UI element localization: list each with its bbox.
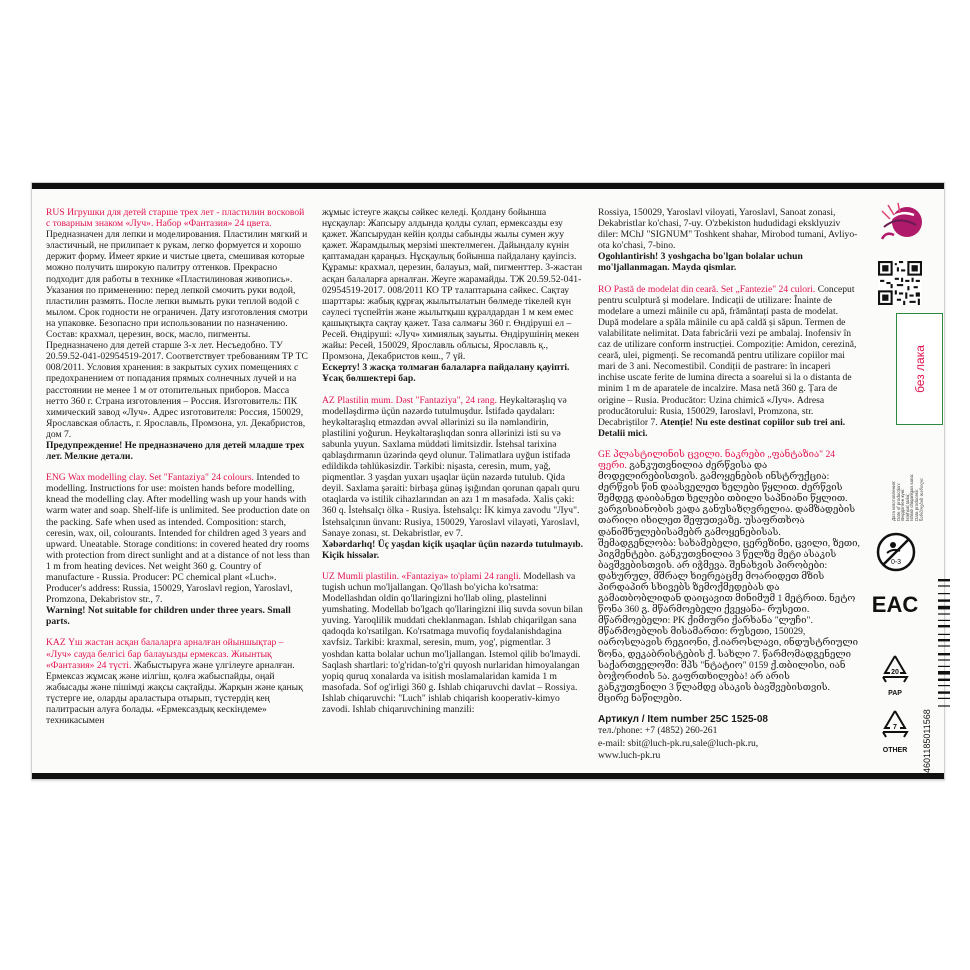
- section-kaz: [46, 637, 310, 726]
- top-black-band: [32, 183, 944, 189]
- eng-heading: ENG Wax modelling clay. Set "Fantaziya" 24 colours.: [46, 472, 254, 484]
- uz-body-cont: Rossiya, 150029, Yaroslavl viloyati, Yaroslavl, Sanoat zonasi, Dekabristlar ko'chasi, 7-uy. O'zbekiston hududidagi eksklyuziv diler: MChJ "SIGNUM" Toshkent shahar, Mirobod tumani, Avliyo-ota ko'chasi, 7-bino.: [598, 207, 858, 252]
- section-uz-cont: [598, 207, 860, 274]
- section-ro: [598, 284, 860, 439]
- bottom-black-band: [32, 773, 944, 779]
- text-column-2: [322, 207, 584, 725]
- svg-text:EAC: EAC: [871, 592, 919, 617]
- article-number: Артикул / Item number 25С 1525-08: [598, 714, 768, 726]
- az-warning: Xəbərdarlıq! Üç yaşdan kiçik uşaqlar üçün nəzərdə tutulmayıb. Kiçik hissələr.: [322, 538, 584, 561]
- website-line: www.luch-pk.ru: [598, 750, 661, 762]
- text-column-1: [46, 207, 310, 736]
- ro-warning: Atenție! Nu este destinat copiilor sub trei ani. Detalii mici.: [598, 416, 846, 439]
- package-back-panel: [31, 182, 945, 780]
- ge-heading: GE პლასტილინის ცვილი. ნაკრები „ფანტაზია" 24 ფერი.: [598, 448, 836, 471]
- kaz-warning: Ескерту! 3 жасқа толмаған балаларға пайдалану қауіпті. Ұсақ бөлшектері бар.: [322, 362, 570, 385]
- eng-body: Intended to modelling. Instructions for use: moisten hands before modelling, knead the modelling clay. After modelling wash up your hands with warm water and soap. Shelf-life is unlimited. See production date on the packing. Safe when used as intended. Composition: starch, ceresin, wax, oil, colourants. Intended for children aged 3 years and upward. Uneatable. Storage conditions: in covered heated dry rooms with protection from direct sunlight and at a distance of not less than 1 m from heating devices. Net weight 360 g. Country of manufacture - Russia. Producer: PC chemical plant «Luch». Producer's address: Russia, 150029, Yaroslavl region, Yaroslavl, Promzona, Dekabristov str., 7.: [46, 472, 310, 606]
- recycle-other-icon: [877, 708, 913, 758]
- section-eng: [46, 472, 310, 627]
- section-uz: [322, 571, 584, 715]
- contact-block: [598, 725, 860, 763]
- az-body: Heykəltəraşlıq və modelləşdirmə üçün nəzərdə tutulmuşdur. İstifadə qaydaları: heykəltəraşlıq etməzdən əvvəl əllərinizi su ilə nəmləndirin, plastilini yoğurun. Heykəltəraşlıqdan sonra əllərinizi isti su və sabunla yuyun. Saxlama müddəti limitsizdir. İstehsal tarixinə qablaşdırmanın üzərində qeyd olunur. Təlimatlara uyğun istifadə edildikdə təhlükəsizdir. Tərkibi: nişasta, ceresin, mum, yağ, piqmentlər. 3 yaşdan yuxarı uşaqlar üçün nəzərdə tutulub. Qida deyil. Saxlama şəraiti: birbaşa günəş işığından qorunan qapalı quru otaqlarda və istilik cihazlarından ən azı 1 m məsafədə. Xalis çəki: 360 q. İstehsalçı ölkə - Rusiya. İstehsalçı: İK kimya zavodu "Луч". İstehsalçının ünvanı: Rusiya, 150029, Yaroslavl vilayəti, Yaroslavl, Sənaye zonası, st. Dekabristlər, ev 7.: [322, 394, 580, 539]
- uz-heading: UZ Mumli plastilin. «Fantaziya» to'plami 24 rangli.: [322, 570, 521, 582]
- uz-warning: Ogohlantirish! 3 yoshgacha bo'lgan bolalar uchun mo'ljallanmagan. Mayda qismlar.: [598, 251, 803, 274]
- svg-text:7: 7: [893, 724, 897, 731]
- az-heading: AZ Plastilin mum. Dəst "Fantaziya", 24 rəng.: [322, 394, 497, 406]
- uz-body: Modellash va tugish uchun mo'ljallangan. Qo'llash bo'yicha ko'rsatma: Modellashdan oldin qo'llaringizni ho'llab oling, plastelinni yumshating. Modellab bo'lgach qo'llaringizni iliq suvda sovun bilan yuving. Yaroqlilik muddati cheklanmagan. Ishlab chiqarilgan sana qadoqda ko'rsatilgan. Ko'rsatmaga muvofiq foydalanishdagina xavfsiz. Tarkibi: kraxmal, seresin, mum, yog', pigmentlar. 3 yoshdan katta bolalar uchun mo'ljallangan. Istemol qilib bo'lmaydi. Saqlash shartlari: to'g'ridan-to'g'ri quyosh nurlaridan himoyalangan yopiq quruq xonalarda va isitish moslamalaridan kamida 1 m masofada. Sof og'irligi 360 g. Ishlab chiqaruvchi davlat – Rossiya. Ishlab chiqaruvchi: "Luch" ishlab chiqarish kooperativ-kimyo zavodi. Ishlab chiqaruvchining manzili:: [322, 570, 583, 716]
- no-lacquer-badge: без лака: [896, 313, 943, 425]
- rus-body: Предназначен для лепки и моделирования. Пластилин мягкий и эластичный, не прилипает к рукам, легко формуется и хорошо держит форму. Имеет яркие и чистые цвета, смешивая которые можно получить широкую палитру оттенков. Прекрасно подходит для работы в технике «Пластилиновая живопись». Указания по применению: перед лепкой смочить руки водой, пластилин размять. После лепки вымыть руки теплой водой с мылом. Срок годности не ограничен. Дату изготовления смотри на упаковке. Безопасно при использовании по назначению. Состав: крахмал, церезин, воск, масло, пигменты. Предназначено для детей старше 3-х лет. Несъедобно. ТУ 20.59.52-041-02954519-2017. Соответствует требованиям ТР ТС 008/2011. Условия хранения: в закрытых сухих помещениях с предохранением от попадания прямых солнечных лучей и на расстоянии не менее 1 м от отопительных приборов. Масса нетто 360 г. Страна изготовления – Россия. Изготовитель: ПК химический завод «Луч». Адрес изготовителя: Россия, 150029, Ярославская область, г. Ярославль, Промзона, ул. Декабристов, дом 7.: [46, 229, 308, 440]
- svg-text:4601185011568: 4601185011568: [922, 709, 932, 773]
- section-az: [322, 395, 584, 561]
- production-date-labels: Дата изготовления: Date of production: Өндірілген күні: İstehsal tarixi: Ishlab chiqarilgan sana: Data producerii: წარმოების თარიღი:: [891, 473, 924, 521]
- kaz-body: Жабыстыруға және үлгілеуге арналған. Ермексаз жұмсақ және иілгіш, қолға жабыспайды, оңай жабысады және пішімді жақсы сақтайды. Жарқын және қанық түстерге ие, оларды араластыра отырып, түстердің кең палитрасын алуға болады. «Ермексаздық кескіндеме» техникасымен: [46, 659, 303, 727]
- phone-line: тел./phone: +7 (4852) 260-261: [598, 725, 718, 737]
- kaz-body-cont: жұмыс істеуге жақсы сәйкес келеді. Қолдану бойынша нұсқаулар: Жапсыру алдында қолды сулап, ермексазды езу қажет. Жапсырудан кейін қолды сабынды жылы сумен жуу қажет. Жарамдылық мерзімі шектелмеген. Дайындалу күнін қаптамадан қараңыз. Нұсқаулық бойынша пайдалану қауіпсіз. Құрамы: крахмал, церезин, балауыз, май, пигменттер. 3-жастан асқан балаларға арналған. Жеуге жарамайды. ТЖ 20.59.52-041-02954519-2017. 008/2011 КО ТР талаптарына сәйкес. Сақтау шарттары: жабық құрғақ жылытылатын бөлмеде тікелей күн сәулесі түспейтін және жылытқыш құралдардан 1 м кем емес қашықтықта сақтау қажет. Таза салмағы 360 г. Өндіруші ел – Ресей. Өндіруші: «Луч» химиялық зауыты. Өндірушінің мекен жайы: Ресей, 150029, Ярославль облысы, Ярославль қ., Промзона, Декабристов көш., 7 үй.: [322, 207, 583, 363]
- recycle-pap-icon: [877, 653, 913, 699]
- rus-warning: Предупреждение! Не предназначено для детей младше трех лет. Мелкие детали.: [46, 439, 305, 463]
- section-kaz-cont: [322, 207, 584, 385]
- email-line: e-mail: sbit@luch-pk.ru,sale@luch-pk.ru,: [598, 737, 759, 749]
- luch-logo-icon: [876, 201, 926, 245]
- text-column-3: [598, 207, 860, 763]
- section-rus: [46, 207, 310, 462]
- svg-text:OTHER: OTHER: [882, 747, 908, 754]
- ro-heading: RO Pastă de modelat din ceară. Set „Fantezie" 24 culori.: [598, 283, 816, 295]
- svg-text:PAP: PAP: [888, 690, 902, 697]
- ro-body: Conceput pentru sculptură și modelare. Indicații de utilizare: Înainte de modelare a umezi mâinile cu apă, frământați pasta de modelat. După modelare a spăla mâinile cu apă caldă și săpun. Termen de valabilitate nelimitat. Data fabricării vezi pe ambalaj. Inofensiv în caz de utilizare conform instrucției. Compoziție: Amidon, cerezină, ceară, ulei, pigmenți. Se recomandă pentru utilizare copiilor mai mari de 3 ani. Necomestibil. Condiții de pastrare: în incaperi inchise uscate ferite de lumina directa a soarelui si la o distanta de minim 1 m de aparatele de incalzire. Masa netă 360 g. Țara de origine – Rusia. Producător: Uzina chimică «Луч». Adresa producătorului: Rusia, 150029, Iaroslavl, Promzona, str. Decabriștilor 7.: [598, 283, 857, 428]
- ge-body: განკუთვნილია ძერწვისა და მოდელირებისთვის. გამოყენების ინსტრუქცია: ძერწვის წინ დაასველეთ ხელები წყლით. ძერწვის შემდეგ დაიბანეთ ხელები თბილი საპნიანი წყლით. ვარგისიანობის ვადა განუსაზღვრელია. დამზადების თარიღი იხილეთ შეფუთვაზე. უსაფრთხოა დანიშნულებისამებრ გამოყენებისას. შემადგენლობა: სახამებელი, ცერეზინი, ცვილი, ზეთი, პიგმენტები. განკუთვნილია 3 წელზე მეტი ასაკის ბავშვებისთვის. არ იჭმევა. შენახვის პირობები: დახურულ, მშრალ ხიერეაცმე მოარიდეთ მზის პირდაპირ სხივებს ზემოქმედებას და გამათბობლიდან დაიცავით მინიმუმ 1 მეტრით. ნეტო წონა 360 გ. მწარმოებელი ქვეყანა- რუსეთი. მწარმოებელი: PK ქიმიური ქარხანა "ლუჩი". მწარმოებლის მისამართი: რუსეთი, 150029, იაროსლავის რეგიონი, ქ.იაროსლავი, ინდუსტრიული ზონა, დეკაბრისტების ქ. სახლი 7. წარმომადგენელი საქართველოში: შპს "ნტატიო" 0159 ქ.თბილისი, იან ბოჭორიძის 5ა. გაფრთხილება! არ არის განკუთვნილი 3 წლამდე ასაკის ბავშვებისთვის. მცირე ნაწილები.: [598, 459, 860, 704]
- svg-text:0-3: 0-3: [890, 559, 902, 566]
- section-ge: [598, 449, 860, 704]
- age-restriction-icon: [875, 531, 917, 573]
- qr-code-icon: [878, 261, 922, 305]
- eac-mark-icon: [871, 588, 919, 618]
- eng-warning: Warning! Not suitable for children under three years. Small parts.: [46, 605, 291, 628]
- barcode-icon: [922, 575, 951, 775]
- kaz-heading: KAZ Үш жастан асқан балаларға арналған ойыншықтар – «Луч» сауда белгісі бар балауызды ермексаз. Жиынтық «Фантазия» 24 түсті.: [46, 637, 284, 671]
- rus-heading: RUS Игрушки для детей старше трех лет - пластилин восковой с товарным знаком «Луч». Набор «Фантазия» 24 цвета.: [46, 207, 305, 230]
- svg-text:20: 20: [891, 669, 899, 676]
